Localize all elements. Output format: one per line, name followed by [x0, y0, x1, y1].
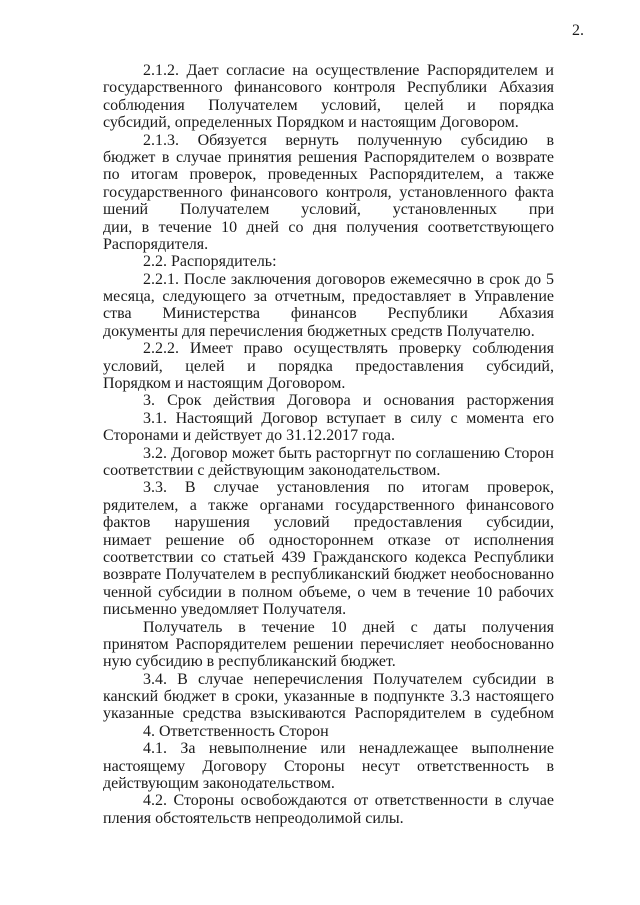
- text-line: 3.2. Договор может быть расторгнут по соглашению Сторон: [143, 444, 554, 462]
- text-line: 4. Ответственность Сторон: [143, 722, 329, 740]
- text-line: 2.1.3. Обязуется вернуть полученную субсидию в: [143, 131, 554, 149]
- text-line: соответствии со статьей 439 Гражданского кодекса Республики: [103, 548, 554, 566]
- paragraph: [103, 271, 554, 341]
- text-line: 3.1. Настоящий Договор вступает в силу с момента его: [143, 409, 554, 427]
- text-line: государственного финансового контроля, установленного факта: [103, 183, 554, 201]
- paragraph: [103, 792, 554, 827]
- paragraph: [103, 740, 554, 792]
- text-line: дии, в течение 10 дней со дня получения соответствующего: [103, 218, 554, 236]
- paragraph: [103, 619, 554, 671]
- text-line: 2.2. Распорядитель:: [143, 253, 277, 271]
- paragraph: [103, 671, 554, 723]
- text-line: бюджет в случае принятия решения Распорядителем о возврате: [103, 148, 554, 166]
- text-line: документы для перечисления бюджетных средств Получателю.: [103, 322, 535, 340]
- paragraph: [103, 62, 554, 132]
- text-line: настоящему Договору Стороны несут ответственность в: [103, 757, 554, 775]
- text-line: 2.2.1. После заключения договоров ежемесячно в срок до 5: [143, 270, 554, 288]
- text-line: месяца, следующего за отчетным, предоставляет в Управление: [103, 288, 554, 306]
- text-line: рядителем, а также органами государственного финансового: [103, 496, 554, 514]
- text-line: шений Получателем условий, установленных при: [103, 201, 554, 219]
- paragraph: [103, 340, 554, 392]
- paragraph: [103, 445, 554, 480]
- paragraph: [103, 253, 554, 270]
- text-line: письменно уведомляет Получателя.: [103, 601, 347, 619]
- paragraph: [103, 410, 554, 445]
- text-line: соответствии с действующим законодательством.: [103, 461, 441, 479]
- text-line: Сторонами и действует до 31.12.2017 года.: [103, 427, 396, 445]
- text-line: фактов нарушения условий предоставления субсидии,: [103, 514, 554, 532]
- text-line: нимает решение об одностороннем отказе от исполнения: [103, 531, 554, 549]
- text-line: указанные средства взыскиваются Распорядителем в судебном: [103, 705, 554, 723]
- text-line: по итогам проверок, проведенных Распорядителем, а также: [103, 166, 554, 184]
- text-line: Порядком и настоящим Договором.: [103, 375, 346, 393]
- text-line: 3.4. В случае неперечисления Получателем субсидии в: [143, 670, 554, 688]
- text-line: ства Министерства финансов Республики Абхазия: [103, 305, 554, 323]
- text-line: условий, целей и порядка предоставления субсидий,: [103, 357, 554, 375]
- text-line: возврате Получателем в республиканский бюджет необоснованно: [103, 566, 554, 584]
- text-line: 4.2. Стороны освобождаются от ответственности в случае: [143, 792, 554, 810]
- text-line: 2.2.2. Имеет право осуществлять проверку соблюдения: [143, 340, 554, 358]
- text-line: 2.1.2. Дает согласие на осуществление Распорядителем и: [143, 62, 554, 79]
- text-line: 3. Срок действия Договора и основания расторжения: [143, 392, 554, 410]
- paragraph: [103, 132, 554, 254]
- text-line: ченной субсидии в полном объеме, о чем в течение 10 рабочих: [103, 583, 554, 601]
- text-line: государственного финансового контроля Республики Абхазия: [103, 79, 554, 97]
- page-number: 2.: [572, 22, 584, 39]
- paragraph: [103, 392, 554, 409]
- paragraph: [103, 479, 554, 618]
- text-line: пления обстоятельств непреодолимой силы.: [103, 809, 404, 827]
- text-line: канский бюджет в сроки, указанные в подпункте 3.3 настоящего: [103, 688, 554, 706]
- text-line: действующим законодательством.: [103, 775, 335, 793]
- text-line: соблюдения Получателем условий, целей и порядка: [103, 96, 554, 114]
- text-line: Распорядителя.: [103, 235, 209, 253]
- text-line: 4.1. За невыполнение или ненадлежащее выполнение: [143, 740, 554, 758]
- text-line: принятом Распорядителем решении перечисляет необоснованно: [103, 635, 554, 653]
- document-body: [103, 62, 554, 827]
- text-line: субсидий, определенных Порядком и настоящим Договором.: [103, 114, 519, 132]
- text-line: 3.3. В случае установления по итогам проверок,: [143, 479, 554, 497]
- text-line: Получатель в течение 10 дней с даты получения: [143, 618, 554, 636]
- paragraph: [103, 723, 554, 740]
- text-line: ную субсидию в республиканский бюджет.: [103, 653, 396, 671]
